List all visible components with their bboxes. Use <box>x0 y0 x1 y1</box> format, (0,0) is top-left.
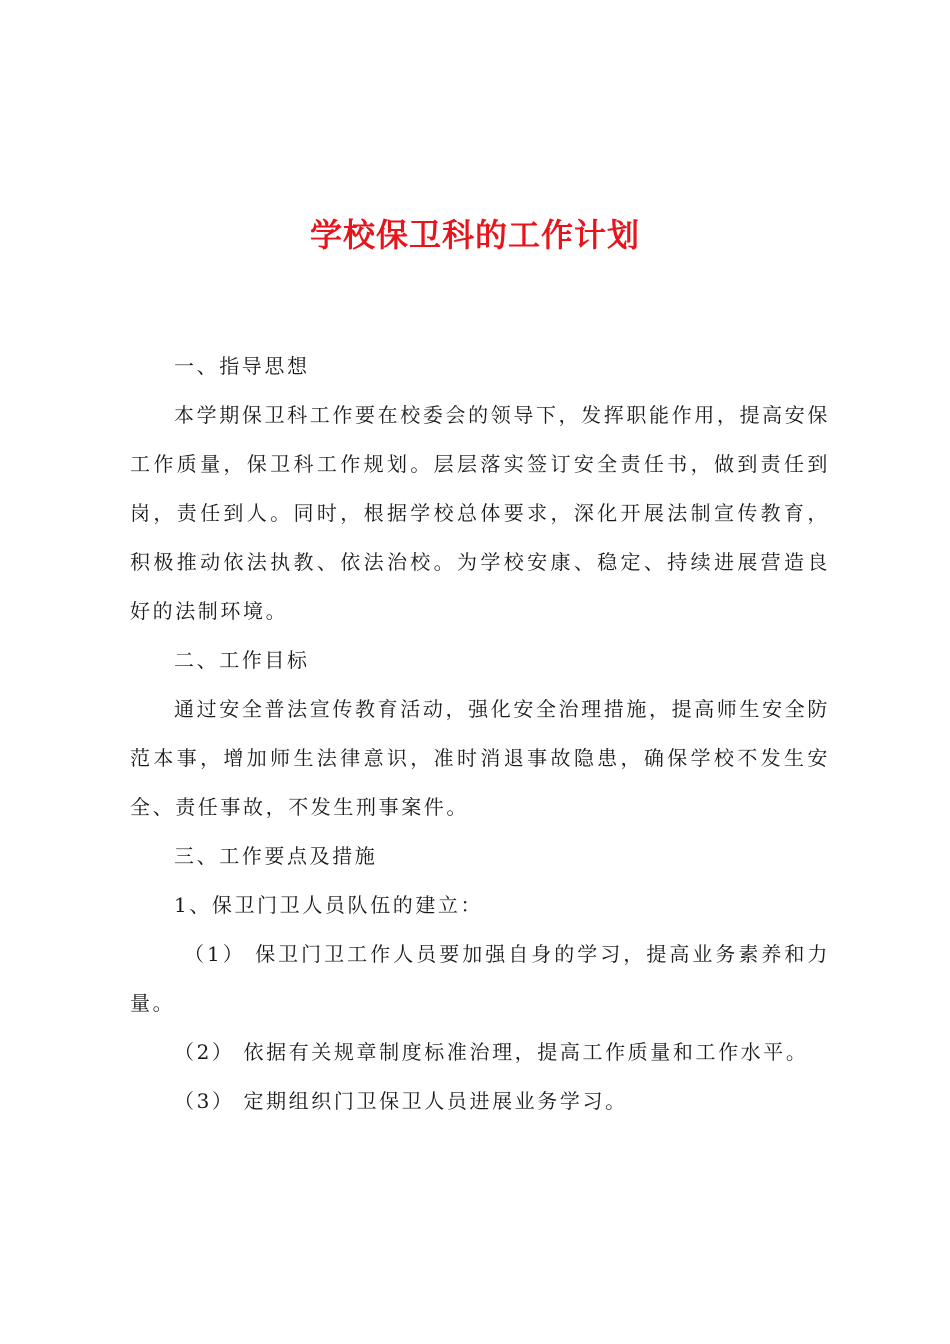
list-item-1: （1） 保卫门卫工作人员要加强自身的学习，提高业务素养和力量。 <box>130 942 830 1015</box>
section-heading-guiding-thought: 一、指导思想 <box>174 354 310 378</box>
subsection-heading-guard-team: 1、保卫门卫人员队伍的建立： <box>174 893 484 917</box>
paragraph-work-goals: 通过安全普法宣传教育活动，强化安全治理措施，提高师生安全防范本事，增加师生法律意识，准时消退事故隐患，确保学校不发生安全、责任事故，不发生刑事案件。 <box>130 697 830 819</box>
document-title: 学校保卫科的工作计划 <box>309 216 640 254</box>
list-item-2: （2） 依据有关规章制度标准治理，提高工作质量和工作水平。 <box>174 1040 809 1064</box>
list-item-3: （3） 定期组织门卫保卫人员进展业务学习。 <box>174 1089 628 1113</box>
document-body <box>130 342 830 1126</box>
section-heading-key-points: 三、工作要点及措施 <box>174 844 378 868</box>
section-heading-work-goals: 二、工作目标 <box>174 648 310 672</box>
paragraph-guiding-thought: 本学期保卫科工作要在校委会的领导下，发挥职能作用，提高安保工作质量，保卫科工作规划。层层落实签订安全责任书，做到责任到岗，责任到人。同时，根据学校总体要求，深化开展法制宣传教育，积极推动依法执教、依法治校。为学校安康、稳定、持续进展营造良好的法制环境。 <box>130 403 830 623</box>
